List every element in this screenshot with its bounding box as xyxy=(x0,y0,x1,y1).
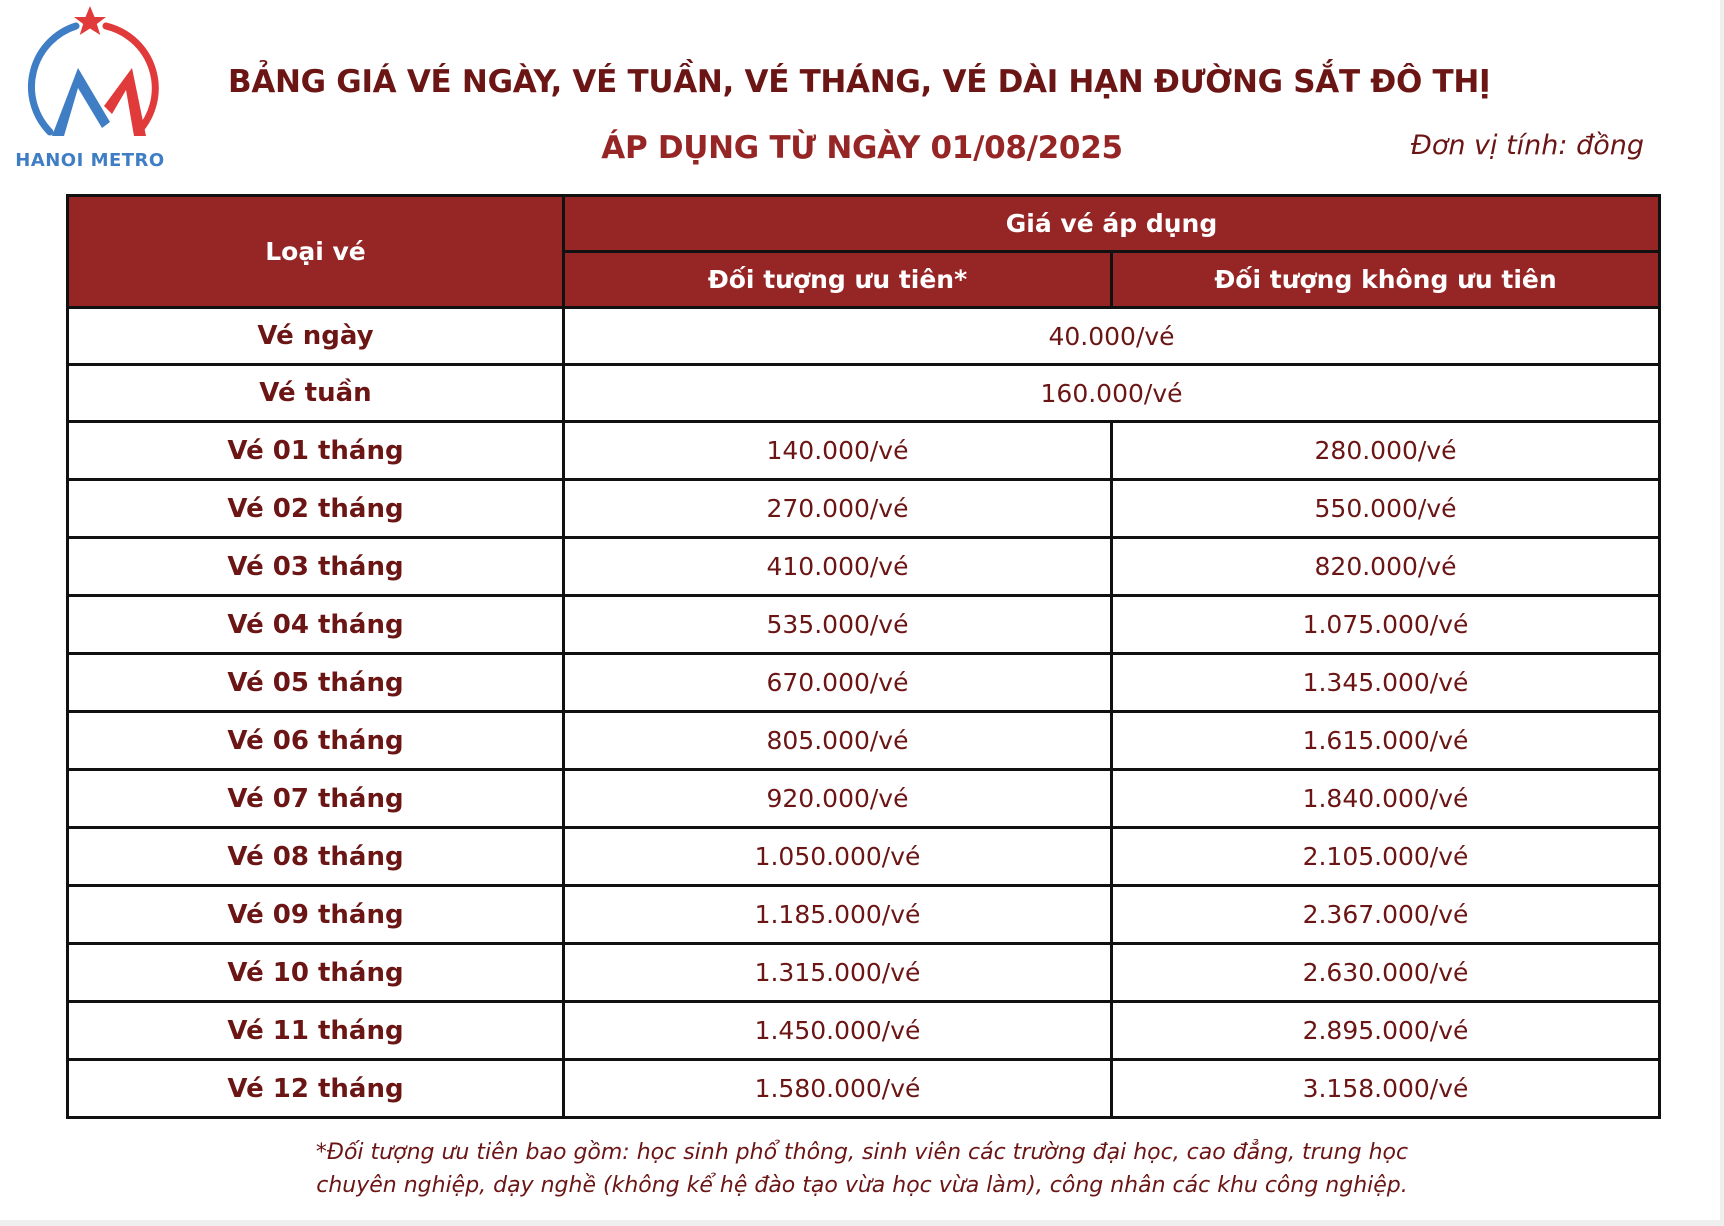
table-row xyxy=(68,1060,1660,1118)
hanoi-metro-logo-icon xyxy=(14,4,166,150)
priority-price: 1.450.000/vé xyxy=(564,1002,1112,1060)
table-row xyxy=(68,422,1660,480)
regular-price: 550.000/vé xyxy=(1112,480,1660,538)
regular-price: 820.000/vé xyxy=(1112,538,1660,596)
priority-price: 1.580.000/vé xyxy=(564,1060,1112,1118)
column-header-price-group: Giá vé áp dụng xyxy=(564,196,1660,252)
table-row xyxy=(68,770,1660,828)
regular-price: 280.000/vé xyxy=(1112,422,1660,480)
table-row xyxy=(68,712,1660,770)
table-row xyxy=(68,828,1660,886)
regular-price: 1.840.000/vé xyxy=(1112,770,1660,828)
table-row xyxy=(68,308,1660,365)
footnote xyxy=(66,1136,1658,1202)
table-row xyxy=(68,538,1660,596)
regular-price: 2.895.000/vé xyxy=(1112,1002,1660,1060)
ticket-type: Vé tuần xyxy=(68,365,564,422)
regular-price: 1.345.000/vé xyxy=(1112,654,1660,712)
priority-price: 1.050.000/vé xyxy=(564,828,1112,886)
priority-price: 1.185.000/vé xyxy=(564,886,1112,944)
currency-unit: Đơn vị tính: đồng xyxy=(1410,130,1644,161)
priority-price: 270.000/vé xyxy=(564,480,1112,538)
table-header-row xyxy=(68,196,1660,252)
table-row xyxy=(68,944,1660,1002)
ticket-type: Vé 07 tháng xyxy=(68,770,564,828)
effective-date: ÁP DỤNG TỪ NGÀY 01/08/2025 xyxy=(601,130,1123,166)
ticket-type: Vé 08 tháng xyxy=(68,828,564,886)
regular-price: 1.615.000/vé xyxy=(1112,712,1660,770)
page-title: BẢNG GIÁ VÉ NGÀY, VÉ TUẦN, VÉ THÁNG, VÉ DÀI HẠN ĐƯỜNG SẮT ĐÔ THỊ xyxy=(228,64,1491,100)
price-table xyxy=(66,194,1661,1119)
column-header-priority: Đối tượng ưu tiên* xyxy=(564,252,1112,308)
table-row xyxy=(68,480,1660,538)
table-row xyxy=(68,596,1660,654)
priority-price: 410.000/vé xyxy=(564,538,1112,596)
ticket-type: Vé 05 tháng xyxy=(68,654,564,712)
ticket-type: Vé 04 tháng xyxy=(68,596,564,654)
priority-price: 140.000/vé xyxy=(564,422,1112,480)
priority-price: 670.000/vé xyxy=(564,654,1112,712)
priority-price: 1.315.000/vé xyxy=(564,944,1112,1002)
priority-price: 920.000/vé xyxy=(564,770,1112,828)
ticket-type: Vé 10 tháng xyxy=(68,944,564,1002)
regular-price: 2.630.000/vé xyxy=(1112,944,1660,1002)
logo-text: HANOI METRO xyxy=(15,150,165,171)
regular-price: 3.158.000/vé xyxy=(1112,1060,1660,1118)
regular-price: 2.105.000/vé xyxy=(1112,828,1660,886)
table-row xyxy=(68,365,1660,422)
table-row xyxy=(68,886,1660,944)
ticket-price: 40.000/vé xyxy=(564,308,1660,365)
ticket-type: Vé 12 tháng xyxy=(68,1060,564,1118)
ticket-type: Vé 09 tháng xyxy=(68,886,564,944)
column-header-ticket-type: Loại vé xyxy=(68,196,564,308)
hanoi-metro-logo xyxy=(14,4,166,172)
footnote-line-1: *Đối tượng ưu tiên bao gồm: học sinh phổ thông, sinh viên các trường đại học, cao đẳng, trung học xyxy=(315,1140,1409,1165)
ticket-type: Vé 01 tháng xyxy=(68,422,564,480)
ticket-type: Vé 03 tháng xyxy=(68,538,564,596)
priority-price: 805.000/vé xyxy=(564,712,1112,770)
footnote-line-2: chuyên nghiệp, dạy nghề (không kể hệ đào tạo vừa học vừa làm), công nhân các khu công nghiệp. xyxy=(316,1173,1408,1198)
table-row xyxy=(68,1002,1660,1060)
regular-price: 2.367.000/vé xyxy=(1112,886,1660,944)
ticket-price: 160.000/vé xyxy=(564,365,1660,422)
ticket-type: Vé ngày xyxy=(68,308,564,365)
table-row xyxy=(68,654,1660,712)
ticket-type: Vé 02 tháng xyxy=(68,480,564,538)
ticket-type: Vé 11 tháng xyxy=(68,1002,564,1060)
column-header-regular: Đối tượng không ưu tiên xyxy=(1112,252,1660,308)
priority-price: 535.000/vé xyxy=(564,596,1112,654)
regular-price: 1.075.000/vé xyxy=(1112,596,1660,654)
ticket-type: Vé 06 tháng xyxy=(68,712,564,770)
